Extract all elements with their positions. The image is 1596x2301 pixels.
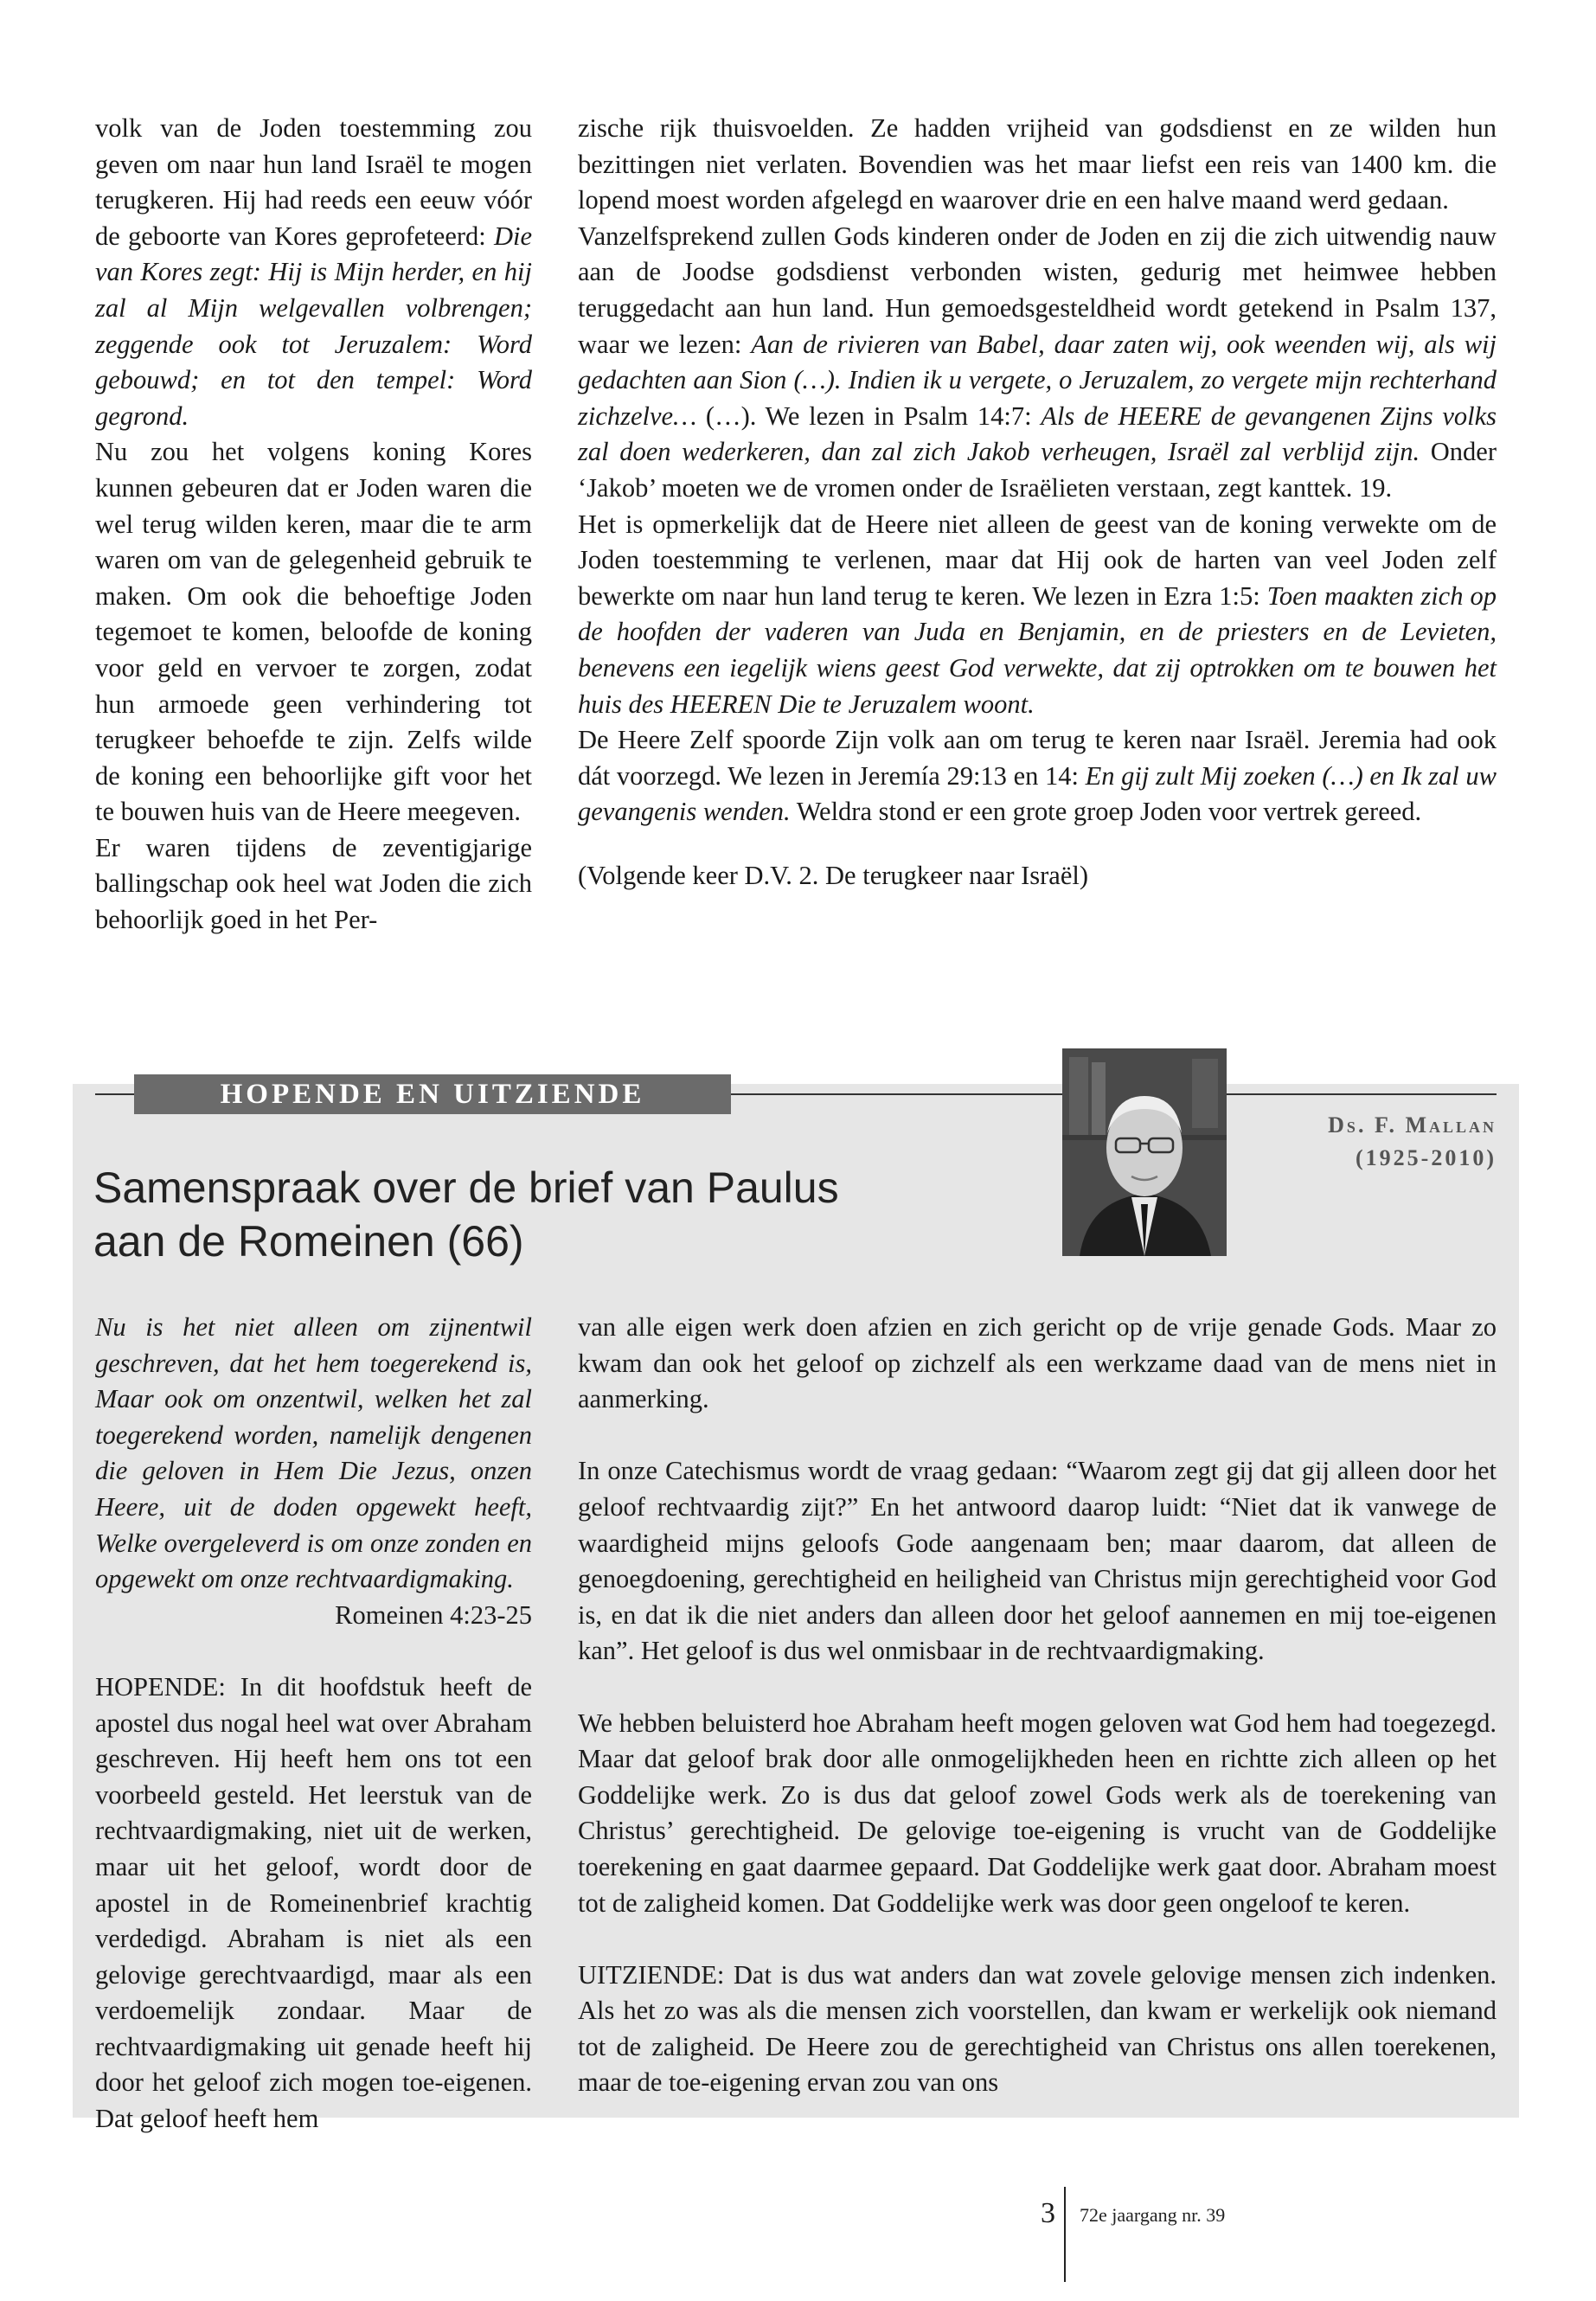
continuation-paragraph — [578, 507, 1497, 723]
footer-divider — [1064, 2187, 1066, 2282]
italic-quote-run: Als de HEERE de gevangenen Zijns volks zal doen wederkeren, dan zal zich Jakob verheugen, Israël zal verblijd zijn. — [578, 401, 1497, 467]
rubric-label: HOPENDE EN UITZIENDE — [134, 1074, 731, 1114]
italic-quote-run: En gij zult Mij zoeken (…) en Ik zal uw gevangenis wenden. — [578, 760, 1497, 827]
article-left-body: HOPENDE: In dit hoofdstuk heeft de apostel dus nogal heel wat over Abraham geschreven. Hij heeft hem ons tot een voorbeeld gesteld. Het leerstuk van de rechtvaardigmaking, niet uit de werken, maar uit het geloof, wordt door de apostel in de Romeinenbrief krachtig verdedigd. Abraham is niet als een gelovige gerechtvaardigd, maar als een verdoemelijk zondaar. Maar de rechtvaardigmaking uit genade heeft hij door het geloof zich mogen toe-eigenen. Dat geloof heeft hem — [95, 1671, 532, 2134]
article-paragraph: UITZIENDE: Dat is dus wat anders dan wat zovele gelovige mensen zich indenken. Als het zo was als die mensen zich voorstellen, dan kwam er werkelijk ook niemand tot de zaligheid. De Heere zou de gerechtigheid van Christus ons allen toerekenen, maar de toe-eigening ervan zou van ons — [578, 1959, 1497, 2098]
text-run: Vanzelfsprekend zullen Gods kinderen onder de Joden en zij die zich uitwendig nauw aan de Joodse godsdienst verbonden wisten, gedurig met heimwee hebben teruggedacht aan hun land. Hun gemoedsgesteldheid wordt getekend in Psalm 137, waar we lezen: — [578, 221, 1497, 359]
continuation-paragraph — [578, 722, 1497, 830]
article-left-column — [95, 1310, 532, 2138]
text-run: zische rijk thuisvoelden. Ze hadden vrijheid van godsdienst en ze wilden hun bezittingen niet verlaten. Bovendien was het maar liefst een reis van 1400 km. die lopend moest worden afgelegd en waarover drie en een halve maand werd gedaan. — [578, 113, 1497, 215]
continuation-paragraph — [95, 111, 532, 434]
author-byline — [1237, 1109, 1497, 1175]
continuation-paragraph — [578, 219, 1497, 507]
continuation-paragraph — [95, 434, 532, 830]
text-run: Weldra stond er een grote groep Joden voor vertrek gereed. — [790, 797, 1422, 827]
continuation-left-column — [95, 111, 532, 939]
text-run: Nu zou het volgens koning Kores kunnen gebeuren dat er Joden waren die wel terug wilden keren, maar die te arm waren om van de gelegenheid gebruik te maken. Om ook die behoeftige Joden tegemoet te komen, beloofde de koning voor geld en vervoer te zorgen, zodat hun armoede geen verhindering tot terugkeer behoefde te zijn. Zelfs wilde de koning een behoorlijke gift voor het te bouwen huis van de Heere meegeven. — [95, 437, 532, 827]
italic-quote-run: Die van Kores zegt: Hij is Mijn herder, en hij zal al Mijn welgevallen volbrengen; zeggende ook tot Jeruzalem: Word gebouwd; en tot den tempel: Word gegrond. — [95, 221, 532, 431]
continuation-paragraph — [578, 111, 1497, 219]
text-run: Onder ‘Jakob’ moeten we de vromen onder de Israëlieten verstaan, zegt kanttek. 19. — [578, 437, 1497, 503]
text-run: Er waren tijdens de zeventigjarige ballingschap ook heel wat Joden die zich behoorlijk goed in het Per- — [95, 832, 532, 935]
author-years: (1925-2010) — [1356, 1145, 1497, 1170]
text-run: De Heere Zelf spoorde Zijn volk aan om terug te keren naar Israël. Jeremia had ook dát voorzegd. We lezen in Jeremía 29:13 en 14: — [578, 725, 1497, 791]
continuation-right-column — [578, 111, 1497, 894]
scripture-reference: Romeinen 4:23-25 — [335, 1599, 532, 1630]
scripture-quote: Nu is het niet alleen om zijnentwil geschreven, dat het hem toegerekend is, Maar ook om onzentwil, welken het zal toegerekend worden, namelijk dengenen die geloven in Hem Die Jezus, onzen Heere, uit de doden opgewekt heeft, Welke overgeleverd is om onze zonden en opgewekt om onze rechtvaardigmaking. — [95, 1312, 532, 1594]
author-portrait-image — [1062, 1048, 1227, 1256]
article-title — [93, 1161, 1045, 1268]
continuation-paragraph — [95, 830, 532, 939]
article-title-line-1: Samenspraak over de brief van Paulus — [93, 1163, 839, 1212]
text-run: (…). We lezen in Psalm 14:7: — [696, 401, 1042, 431]
italic-quote-run: Toen maakten zich op de hoofden der vaderen van Juda en Benjamin, en de priesters en de Levieten, benevens een iegelijk wiens geest God verwekte, dat zij optrokken om te bouwen het huis des HEEREN Die te Jeruzalem woont. — [578, 580, 1497, 719]
author-photo — [1062, 1048, 1227, 1256]
text-run: Het is opmerkelijk dat de Heere niet alleen de geest van de koning verwekte om de Joden toestemming te verlenen, maar dat Hij ook de harten van veel Joden zelf bewerkte om naar hun land terug te keren. We lezen in Ezra 1:5: — [578, 509, 1497, 611]
page-number: 3 — [1041, 2197, 1055, 2229]
text-run: volk van de Joden toestemming zou geven om naar hun land Israël te mogen terugkeren. Hij had reeds een eeuw vóór de geboorte van Kores geprofeteerd: — [95, 113, 532, 251]
author-name: Ds. F. Mallan — [1328, 1112, 1497, 1138]
article-title-line-2: aan de Romeinen (66) — [93, 1217, 524, 1266]
issue-label: 72e jaargang nr. 39 — [1080, 2204, 1226, 2226]
article-right-column — [578, 1310, 1497, 2101]
article-paragraph: van alle eigen werk doen afzien en zich gericht op de vrije genade Gods. Maar zo kwam dan ook het geloof op zichzelf als een werkzame daad van de mens niet in aanmerking. — [578, 1312, 1497, 1414]
article-paragraph: We hebben beluisterd hoe Abraham heeft mogen geloven wat God hem had toegezegd. Maar dat geloof brak door alle onmogelijkheden heen en richtte zich alleen op het Goddelijke werk. Zo is dus dat geloof zowel Gods werk als de toerekening van Christus’ gerechtigheid. De gelovige toe-eigening is vrucht van de Goddelijke toerekening en gaat daarmee gepaard. Dat Goddelijke werk gaat door. Abraham moest tot de zaligheid komen. Dat Goddelijke werk was door geen ongeloof te keren. — [578, 1708, 1497, 1918]
continuation-right-paragraphs — [578, 111, 1497, 830]
closing-note: (Volgende keer D.V. 2. De terugkeer naar Israël) — [578, 860, 1088, 890]
italic-quote-run: Aan de rivieren van Babel, daar zaten wij, ook weenden wij, als wij gedachten aan Sion (…). Indien ik u vergete, o Jeruzalem, zo vergete mijn rechterhand zichzelve… — [578, 329, 1497, 431]
article-paragraph: In onze Catechismus wordt de vraag gedaan: “Waarom zegt gij dat gij alleen door het geloof rechtvaardig zijt?” En het antwoord daarop luidt: “Niet dat ik vanwege de waardigheid mijns geloofs Gode aangenaam ben; maar daarom, dat alleen de genoegdoening, gerechtigheid en heiligheid van Christus mijn gerechtigheid voor God is, en dat ik die niet anders dan alleen door het geloof aannemen en mij toe-eigenen kan”. Het geloof is dus wel onmisbaar in de rechtvaardigmaking. — [578, 1456, 1497, 1666]
